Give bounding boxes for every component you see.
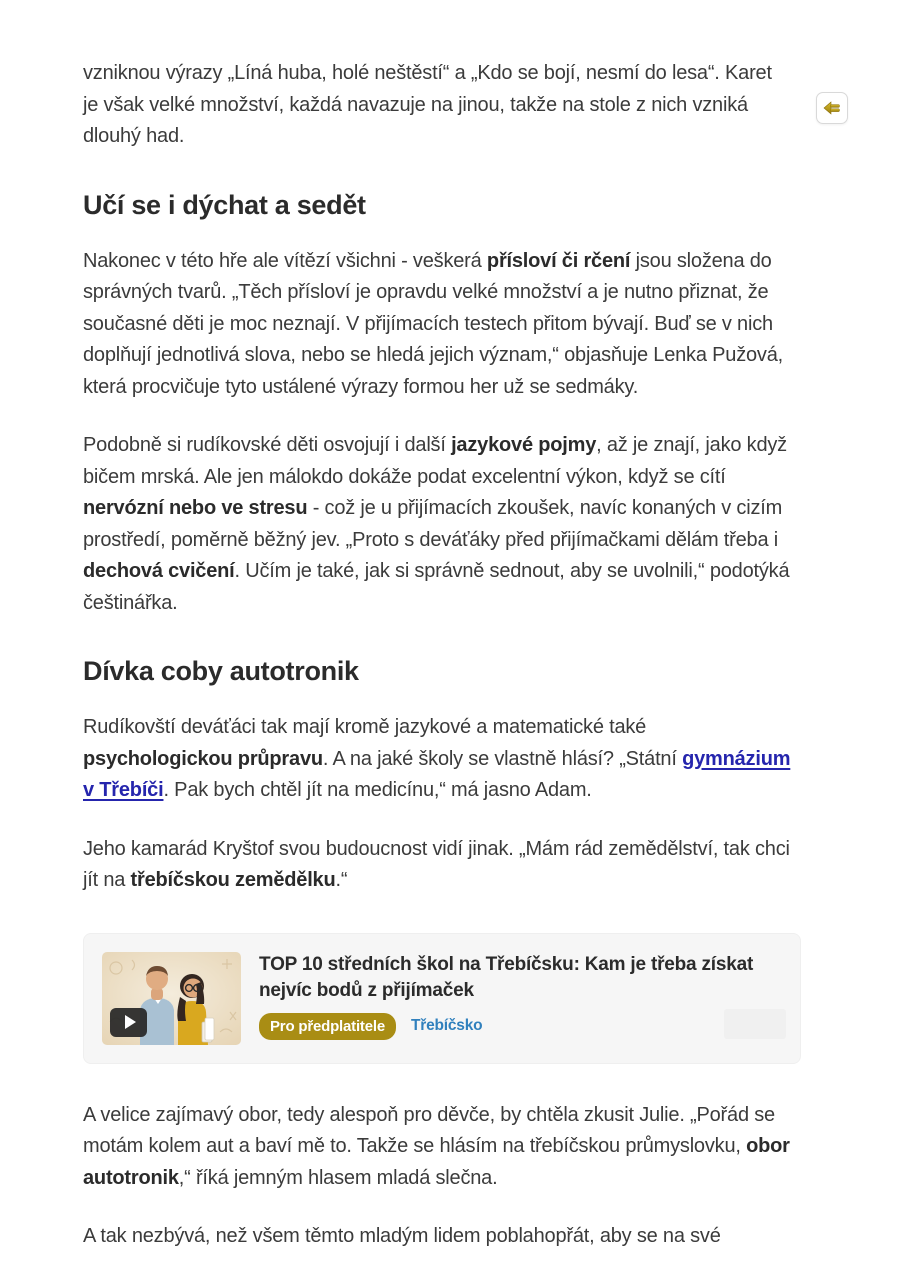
text-run: A tak nezbývá, než všem těmto mladým lidem poblahopřát, aby se na své xyxy=(83,1225,721,1247)
related-card-meta xyxy=(259,1013,782,1040)
text-run: Podobně si rudíkovské děti osvojují i další xyxy=(83,434,452,456)
text-run: Jeho kamarád Kryštof svou budoucnost vidí jinak. „Mám rád zemědělství, tak chci jít na xyxy=(83,837,790,891)
subscriber-badge: Pro předplatitele xyxy=(259,1013,396,1040)
article-content xyxy=(83,58,791,1280)
bold-text: přísloví či rčení xyxy=(486,249,631,272)
text-run: ,“ říká jemným hlasem mladá slečna. xyxy=(178,1166,498,1189)
article-paragraph xyxy=(83,246,791,404)
text-run: Rudíkovští deváťáci tak mají kromě jazykové a matematické také xyxy=(83,716,647,738)
article-paragraph xyxy=(83,1221,791,1253)
section-heading: Dívka coby autotronik xyxy=(83,656,359,686)
text-run: , až je znají, jako když bičem mrská. Ale jen málokdo dokáže podat excelentní výkon, když se cítí xyxy=(83,434,787,488)
article-paragraph xyxy=(83,834,791,897)
card-watermark xyxy=(724,1009,786,1039)
section-heading: Učí se i dýchat a sedět xyxy=(83,189,366,220)
text-run: . Pak bych chtěl jít na medicínu,“ má jasno Adam. xyxy=(163,779,592,801)
related-article-title[interactable]: TOP 10 středních škol na Třebíčsku: Kam je třeba získat nejvíc bodů z přijímaček xyxy=(259,953,754,1001)
video-thumbnail[interactable] xyxy=(102,952,241,1045)
bold-text: jazykové pojmy xyxy=(451,434,597,456)
play-icon xyxy=(110,1008,147,1037)
text-run: A velice zajímavý obor, tedy alespoň pro děvče, by chtěla zkusit Julie. „Pořád se motám kolem aut a baví mě to. Takže se hlásím na třebíčskou průmyslovku, xyxy=(83,1103,775,1157)
article-paragraph xyxy=(83,58,791,153)
article-paragraph xyxy=(83,1100,791,1195)
gold-arrow-list-icon xyxy=(823,99,841,117)
article-paragraph xyxy=(83,712,791,807)
text-run: vzniknou výrazy „Líná huba, holé neštěstí“ a „Kdo se bojí, nesmí do lesa“. Karet je však velké množství, každá navazuje na jinou, takže na stole z nich vzniká dlouhý had. xyxy=(83,62,772,147)
article-body-top xyxy=(83,58,791,897)
region-tag[interactable]: Třebíčsko xyxy=(410,1017,483,1034)
inline-link[interactable]: gymnázium v Třebíči xyxy=(83,747,791,801)
bold-text: obor autotronik xyxy=(83,1135,790,1189)
bold-text: nervózní nebo ve stresu xyxy=(83,497,308,519)
bold-text: psychologickou průpravu xyxy=(83,747,323,770)
text-run: - což je u přijímacích zkoušek, navíc konaných v cizím prostředí, poměrně běžný jev. „Proto s deváťáky před přijímačkami dělám třeba i xyxy=(83,497,783,551)
article-paragraph xyxy=(83,430,791,619)
text-run: . A na jaké školy se vlastně hlásí? „Státní xyxy=(322,747,683,770)
related-card-body xyxy=(241,952,782,1045)
text-run: jsou složena do správných tvarů. „Těch přísloví je opravdu velké množství a je nutno přiznat, že současné děti je moc neznají. V přijímacích testech přitom bývají. Buď se v nich doplňují jednotlivá slova, nebo se hledá jejich význam,“ objasňuje Lenka Pužová, která procvičuje tyto ustálené výrazy formou her už se sedmáky. xyxy=(83,249,784,398)
collapse-nav-button[interactable] xyxy=(816,92,848,124)
text-run: . Učím je také, jak si správně sednout, aby se uvolnili,“ podotýká češtinářka. xyxy=(83,560,790,614)
text-run: .“ xyxy=(335,869,348,891)
related-article-card[interactable] xyxy=(83,933,801,1064)
bold-text: dechová cvičení xyxy=(83,560,235,582)
text-run: Nakonec v této hře ale vítězí všichni - veškerá xyxy=(83,249,487,272)
article-body-bottom xyxy=(83,1100,791,1253)
bold-text: třebíčskou zemědělku xyxy=(130,869,336,891)
